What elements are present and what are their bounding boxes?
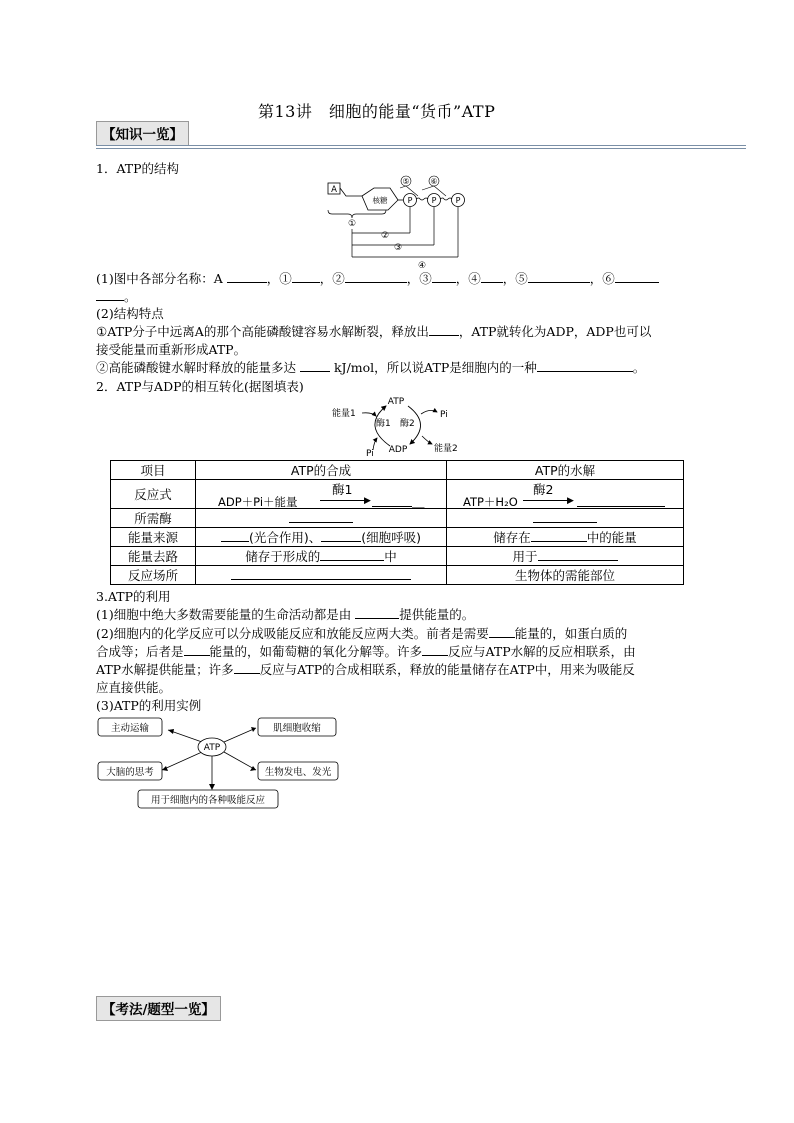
section-exam-header: 【考法/题型一览】 xyxy=(96,996,221,1021)
q1-line: (1)图中各部分名称：A ，① ，② ，③ ，④ ，⑤ ，⑥ xyxy=(96,270,659,287)
atp-adp-cycle-diagram xyxy=(324,392,484,458)
svg-text:肌细胞收缩: 肌细胞收缩 xyxy=(273,723,321,734)
svg-text:P: P xyxy=(455,196,461,205)
cycle-atp-label: ATP xyxy=(387,397,405,407)
q2-line3: ②高能磷酸键水解时释放的能量多达 kJ/mol，所以说ATP是细胞内的一种 。 xyxy=(96,360,646,375)
page-title: 第13讲 细胞的能量“货币”ATP xyxy=(258,102,496,121)
s3-line2: (2)细胞内的化学反应可以分成吸能反应和放能反应两大类。前者是需要 能量的，如蛋白质的 xyxy=(96,626,628,641)
blank-3[interactable] xyxy=(432,270,456,283)
s2-heading: 2．ATP与ADP的相互转化(据图填表) xyxy=(96,379,304,394)
s3-line5: 应直接供能。 xyxy=(96,680,172,695)
svg-text:大脑的思考: 大脑的思考 xyxy=(106,767,154,778)
s3-line3: 合成等；后者是 能量的，如葡萄糖的氧化分解等。许多 反应与ATP水解的反应相联系，由 xyxy=(96,644,636,659)
label-2: ② xyxy=(380,231,390,241)
blank-formed[interactable] xyxy=(320,548,384,561)
enzyme1-label: 酶1 xyxy=(376,419,391,429)
blank-energy[interactable] xyxy=(300,359,330,372)
cycle-adp-label: ADP xyxy=(388,445,408,455)
blank-a[interactable] xyxy=(227,270,267,283)
blank-synth-site[interactable] xyxy=(231,567,411,580)
blank-release-reaction[interactable] xyxy=(234,661,260,674)
blank-currency[interactable] xyxy=(537,359,633,372)
blank-2[interactable] xyxy=(345,270,407,283)
svg-text:用于细胞内的各种吸能反应: 用于细胞内的各种吸能反应 xyxy=(150,795,266,806)
label-6: ⑥ xyxy=(430,177,438,186)
atp-usage-map xyxy=(96,714,346,812)
blank-synth-product[interactable] xyxy=(372,494,412,507)
blank-4[interactable] xyxy=(481,270,503,283)
blank-source-2[interactable] xyxy=(321,529,361,542)
blank-hydro-product[interactable] xyxy=(577,494,665,507)
table-row-energy-source: 能量来源 (光合作用)、 (细胞呼吸) 储存在 中的能量 xyxy=(111,528,684,547)
table-row-enzyme: 所需酶 xyxy=(111,509,684,528)
pi-left-label: Pi xyxy=(366,449,374,458)
s3-line6: (3)ATP的利用实例 xyxy=(96,698,202,713)
label-4: ④ xyxy=(417,261,427,271)
blank-6a[interactable] xyxy=(615,270,659,283)
svg-text:生物发电、发光: 生物发电、发光 xyxy=(264,767,332,778)
svg-text:主动运输: 主动运输 xyxy=(110,723,150,734)
blank-absorb-reaction[interactable] xyxy=(422,643,448,656)
enzyme2-label: 酶2 xyxy=(400,419,415,429)
adenine-label: A xyxy=(331,185,337,195)
energy1-label: 能量1 xyxy=(332,409,356,419)
label-3: ③ xyxy=(393,243,403,253)
blank-energy-provider[interactable] xyxy=(355,606,399,619)
s1-heading: 1．ATP的结构 xyxy=(96,161,180,176)
atp-structure-diagram xyxy=(318,174,474,272)
atp-comparison-table xyxy=(110,460,684,585)
pi-right-label: Pi xyxy=(440,410,448,420)
section-knowledge-header: 【知识一览】 xyxy=(96,121,189,146)
svg-text:ATP: ATP xyxy=(203,743,221,753)
blank-used-for[interactable] xyxy=(538,548,618,561)
label-5: ⑤ xyxy=(402,177,410,186)
s3-line1: (1)细胞中绝大多数需要能量的生命活动都是由 提供能量的。 xyxy=(96,607,475,622)
ribose-label: 核糖 xyxy=(372,196,388,205)
blank-absorb[interactable] xyxy=(489,625,515,638)
table-row-site: 反应场所 生物体的需能部位 xyxy=(111,566,684,585)
energy2-label: 能量2 xyxy=(434,444,458,454)
arrow-line-hydrolysis xyxy=(523,500,569,501)
blank-source-1[interactable] xyxy=(221,529,249,542)
blank-release-energy[interactable] xyxy=(184,643,210,656)
blank-synth-enzyme[interactable] xyxy=(289,510,353,523)
label-1: ① xyxy=(347,219,357,229)
table-header-row: 项目 ATP的合成 ATP的水解 xyxy=(111,461,684,480)
blank-5[interactable] xyxy=(528,270,590,283)
blank-release[interactable] xyxy=(429,323,459,336)
s3-heading: 3.ATP的利用 xyxy=(96,589,171,604)
q2-heading: (2)结构特点 xyxy=(96,306,164,321)
table-row-reaction: 反应式 ADP＋Pi＋能量 酶1 ▶ ＿ ATP＋H₂O 酶2 ▶ xyxy=(111,480,684,509)
blank-hydro-enzyme[interactable] xyxy=(533,510,597,523)
high-energy-bond-1 xyxy=(416,198,428,200)
svg-text:P: P xyxy=(407,196,413,205)
high-energy-bond-2 xyxy=(440,198,452,200)
table-row-energy-destination: 能量去路 储存于形成的 中 用于 xyxy=(111,547,684,566)
blank-6b[interactable] xyxy=(96,288,124,301)
arrow-line-synthesis xyxy=(320,500,366,501)
section-rule-2 xyxy=(96,148,746,149)
s3-line4: ATP水解提供能量；许多 反应与ATP的合成相联系，释放的能量储存在ATP中，用来为吸能反 xyxy=(96,662,635,677)
blank-stored-in[interactable] xyxy=(531,529,587,542)
q2-line2: 接受能量而重新形成ATP。 xyxy=(96,342,247,357)
svg-text:P: P xyxy=(431,196,437,205)
section-rule xyxy=(96,145,746,146)
blank-1[interactable] xyxy=(292,270,320,283)
q2-line1: ①ATP分子中远离A的那个高能磷酸键容易水解断裂，释放出 ，ATP就转化为ADP，ADP也可以 xyxy=(96,324,652,339)
bracket-1 xyxy=(328,210,386,218)
